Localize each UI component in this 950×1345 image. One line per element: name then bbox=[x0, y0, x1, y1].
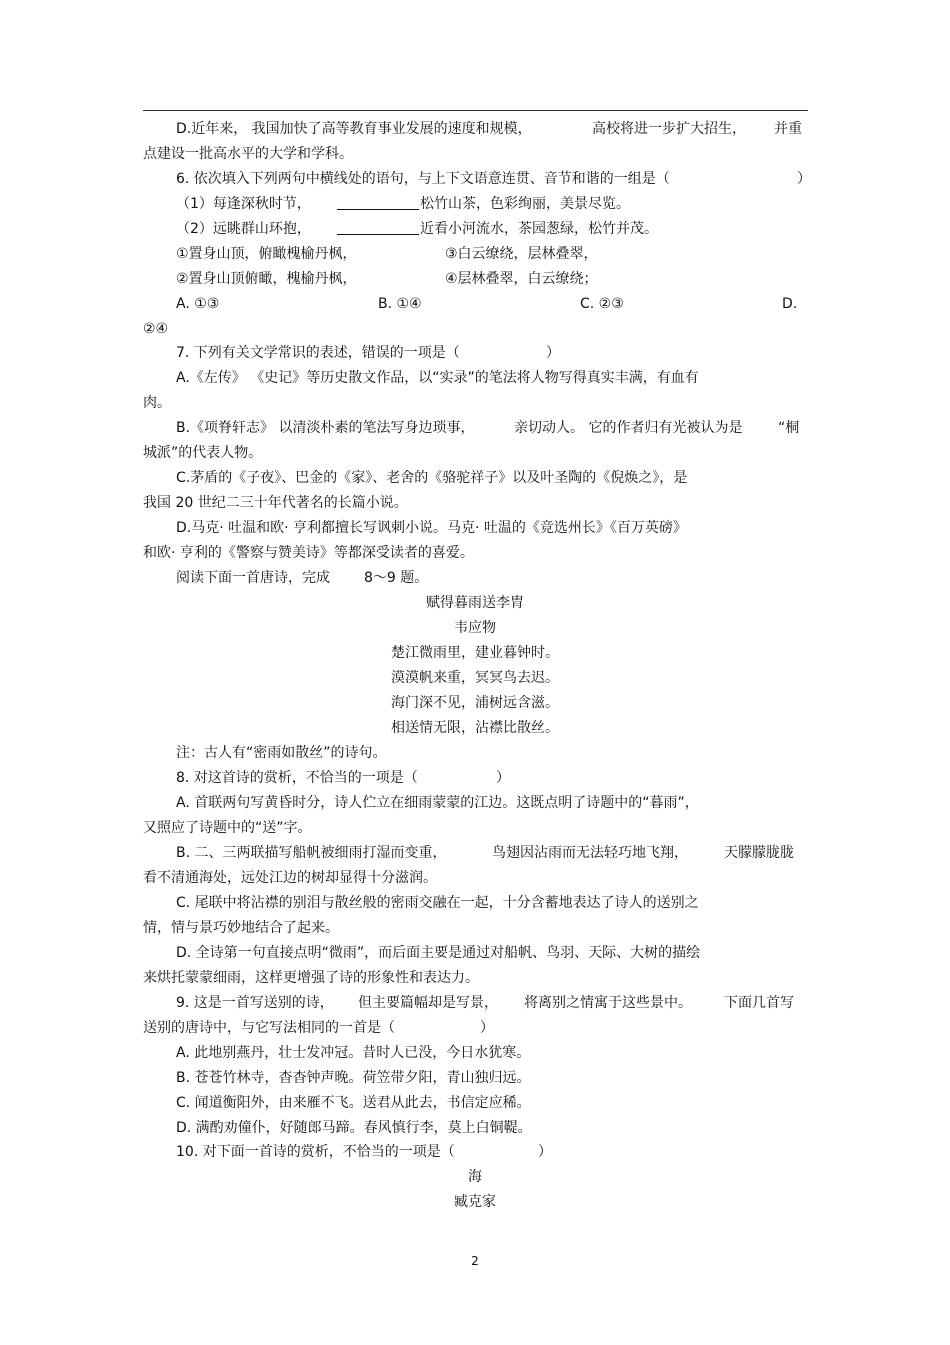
reading-intro-b: 8～9 题。 bbox=[364, 570, 429, 586]
poem-title: 赋得暮雨送李胄 bbox=[426, 595, 524, 611]
q7-option-a-line2: 肉。 bbox=[143, 395, 171, 411]
q9-stem-line1c: 将离别之情寓于这些景中。 bbox=[524, 995, 692, 1011]
q6-option-1: ①置身山顶，俯瞰槐榆丹枫， bbox=[176, 246, 357, 262]
q7-stem: 7. 下列有关文学常识的表述，错误的一项是（ bbox=[176, 345, 460, 361]
q6-blank-1 bbox=[337, 195, 419, 213]
q10-stem-close: ） bbox=[538, 1144, 552, 1160]
q8-option-a-line1: A. 首联两句写黄昏时分，诗人伫立在细雨蒙蒙的江边。这既点明了诗题中的“暮雨”， bbox=[176, 795, 699, 811]
q5-option-d-line1c: 并重 bbox=[774, 121, 802, 137]
q7-option-d-line2: 和欧· 亨利的《警察与赞美诗》等都深受读者的喜爱。 bbox=[143, 545, 474, 561]
header-rule bbox=[143, 110, 808, 111]
q7-option-b-line1c: “桐 bbox=[778, 420, 800, 436]
q5-option-d-line2: 点建设一批高水平的大学和学科。 bbox=[143, 146, 353, 162]
q6-answer-d-cont: ②④ bbox=[143, 321, 169, 337]
q10-poem-author: 臧克家 bbox=[454, 1194, 496, 1210]
q8-stem-close: ） bbox=[496, 770, 510, 786]
q6-answer-d: D. bbox=[782, 296, 798, 312]
q6-answer-a: A. ①③ bbox=[176, 296, 220, 312]
q9-option-a: A. 此地别燕丹，壮士发冲冠。昔时人已没，今日水犹寒。 bbox=[176, 1045, 531, 1061]
q7-option-b-line1b: 亲切动人。 它的作者归有光被认为是 bbox=[514, 420, 743, 436]
q8-option-b-line2: 看不清通海处，远处江边的树却显得十分滋润。 bbox=[143, 870, 437, 886]
q7-option-d-line1: D.马克· 吐温和欧· 亨利都擅长写讽刺小说。马克· 吐温的《竞选州长》《百万英磅》 bbox=[176, 520, 687, 536]
q6-stem-close: ） bbox=[797, 171, 811, 187]
q10-poem-title: 海 bbox=[468, 1169, 482, 1185]
poem-line-2: 漠漠帆来重，冥冥鸟去迟。 bbox=[391, 670, 559, 686]
q6-blank-2 bbox=[337, 220, 419, 238]
q7-option-c-line1: C.茅盾的《子夜》、巴金的《家》、老舍的《骆驼祥子》以及叶圣陶的《倪焕之》，是 bbox=[176, 470, 688, 486]
q8-option-b-line1b: 鸟翅因沾雨而无法轻巧地飞翔， bbox=[492, 845, 688, 861]
poem-line-4: 相送情无限，沾襟比散丝。 bbox=[391, 720, 559, 736]
q8-stem: 8. 对这首诗的赏析，不恰当的一项是（ bbox=[176, 770, 418, 786]
poem-line-1: 楚江微雨里，建业暮钟时。 bbox=[391, 645, 559, 661]
q9-stem-close: ） bbox=[480, 1020, 494, 1036]
q8-option-b-line1a: B. 二、三两联描写船帆被细雨打湿而变重， bbox=[176, 845, 447, 861]
q8-option-a-line2: 又照应了诗题中的“送”字。 bbox=[143, 820, 312, 836]
q7-option-c-line2: 我国 20 世纪二三十年代著名的长篇小说。 bbox=[143, 495, 408, 511]
q7-option-b-line2: 城派”的代表人物。 bbox=[143, 445, 263, 461]
q5-option-d-line1b: 高校将进一步扩大招生， bbox=[592, 121, 746, 137]
q6-sentence-1a: （1）每逢深秋时节， bbox=[176, 196, 311, 212]
q6-sentence-1b: 松竹山茶，色彩绚丽，美景尽览。 bbox=[420, 196, 630, 212]
q9-option-d: D. 满酌劝僮仆，好随郎马蹄。春风慎行李，莫上白铜鞮。 bbox=[176, 1120, 532, 1136]
q6-answer-c: C. ②③ bbox=[580, 296, 624, 312]
q6-option-2: ②置身山顶俯瞰，槐榆丹枫， bbox=[176, 271, 357, 287]
q7-option-b-line1a: B.《项脊轩志》 以清淡朴素的笔法写身边琐事， bbox=[176, 420, 475, 436]
page-number: 2 bbox=[471, 1254, 479, 1268]
q9-stem-line2: 送别的唐诗中，与它写法相同的一首是（ bbox=[143, 1020, 395, 1036]
q6-stem: 6. 依次填入下列两句中横线处的语句，与上下文语意连贯、音节和谐的一组是（ bbox=[176, 171, 670, 187]
q8-option-d-line1: D. 全诗第一句直接点明“微雨”，而后面主要是通过对船帆、鸟羽、天际、大树的描绘 bbox=[176, 945, 701, 961]
q6-answer-b: B. ①④ bbox=[378, 296, 422, 312]
q9-stem-line1a: 9. 这是一首写送别的诗， bbox=[176, 995, 334, 1011]
q6-sentence-2b: 近看小河流水，茶园葱绿，松竹并茂。 bbox=[420, 221, 658, 237]
q8-option-c-line2: 情，情与景巧妙地结合了起来。 bbox=[143, 920, 339, 936]
reading-intro-a: 阅读下面一首唐诗，完成 bbox=[176, 570, 330, 586]
poem-note: 注：古人有“密雨如散丝”的诗句。 bbox=[176, 745, 387, 761]
q6-sentence-2a: （2）远眺群山环抱， bbox=[176, 221, 311, 237]
q6-option-4: ④层林叠翠，白云缭绕； bbox=[445, 271, 598, 287]
q8-option-c-line1: C. 尾联中将沾襟的别泪与散丝般的密雨交融在一起，十分含蓄地表达了诗人的送别之 bbox=[176, 895, 699, 911]
q9-stem-line1d: 下面几首写 bbox=[724, 995, 794, 1011]
q9-stem-line1b: 但主要篇幅却是写景， bbox=[358, 995, 498, 1011]
q9-option-b: B. 苍苍竹林寺，杳杳钟声晚。荷笠带夕阳，青山独归远。 bbox=[176, 1070, 531, 1086]
q8-option-b-line1c: 天朦朦胧胧 bbox=[724, 845, 794, 861]
poem-line-3: 海门深不见，浦树远含滋。 bbox=[391, 695, 559, 711]
q10-stem: 10. 对下面一首诗的赏析，不恰当的一项是（ bbox=[176, 1144, 455, 1160]
q6-option-3: ③白云缭绕，层林叠翠， bbox=[445, 246, 598, 262]
q5-option-d-line1a: D.近年来， 我国加快了高等教育事业发展的速度和规模， bbox=[176, 121, 532, 137]
poem-author: 韦应物 bbox=[454, 620, 496, 636]
q7-stem-close: ） bbox=[546, 345, 560, 361]
q8-option-d-line2: 来烘托蒙蒙细雨，这样更增强了诗的形象性和表达力。 bbox=[143, 970, 479, 986]
q9-option-c: C. 闻道衡阳外，由来雁不飞。送君从此去，书信定应稀。 bbox=[176, 1095, 531, 1111]
q7-option-a-line1: A.《左传》 《史记》等历史散文作品，以“实录”的笔法将人物写得真实丰满，有血有 bbox=[176, 370, 699, 386]
